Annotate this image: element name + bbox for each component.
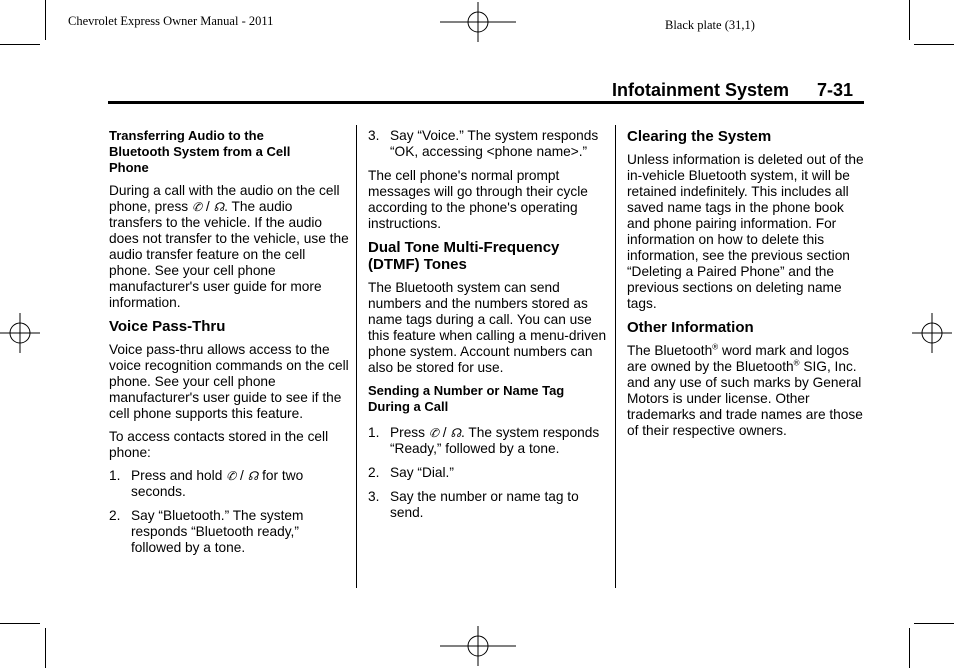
header-rule — [108, 101, 864, 104]
list-item: 2. Say “Dial.” — [368, 465, 454, 480]
column-1 — [109, 128, 349, 564]
registration-mark-bottom — [440, 626, 516, 666]
page-heading — [612, 80, 853, 101]
column-divider-1 — [356, 125, 357, 588]
list-item: 3. Say the number or name tag to send. — [368, 489, 579, 520]
phone-icon: ✆ — [191, 200, 203, 214]
paragraph: The Bluetooth® word mark and logos are owned by the Bluetooth® SIG, Inc. and any use of such marks by General Motors is under license. Other trademarks and trade names are those of their respective owners. — [627, 342, 863, 438]
registration-mark-right — [912, 313, 952, 353]
paragraph: To access contacts stored in the cell phone: — [109, 429, 329, 460]
column-3 — [627, 128, 867, 446]
heading-dtmf-tones: Dual Tone Multi-Frequency (DTMF) Tones — [368, 239, 560, 273]
phone-icon: ✆ — [226, 469, 237, 483]
section-title: Infotainment System — [612, 80, 790, 100]
plate-label: Black plate (31,1) — [665, 18, 755, 32]
list-item: 1. Press and hold ✆ / ☊ for two seconds. — [109, 468, 304, 499]
voice-icon: ☊ — [247, 469, 259, 483]
registered-mark: ® — [793, 358, 800, 368]
paragraph: Voice pass-thru allows access to the voice recognition commands on the cell phone. See your cell phone manufacturer's user guide to see if the cell phone supports this feature. — [109, 342, 349, 421]
voice-icon: ☊ — [213, 200, 225, 214]
manual-title: Chevrolet Express Owner Manual - 2011 — [68, 14, 274, 28]
page-number: 7-31 — [817, 80, 854, 100]
list-item: 1. Press ✆ / ☊. The system responds “Ready,” followed by a tone. — [368, 425, 600, 456]
column-2 — [368, 128, 608, 529]
registration-mark-left — [0, 313, 40, 353]
heading-other-information: Other Information — [627, 319, 754, 336]
paragraph: The Bluetooth system can send numbers and the numbers stored as name tags during a call. You can use this feature when calling a menu-driven phone system. Account numbers can also be stored for use. — [368, 280, 607, 375]
phone-icon: ✆ — [428, 426, 439, 440]
paragraph: During a call with the audio on the cell phone, press ✆ / ☊. The audio transfers to the vehicle. If the audio does not transfer to the vehicle, use the audio transfer feature on the cell phone. See your cell phone manufacturer's user guide for more information. — [109, 183, 349, 310]
heading-voice-pass-thru: Voice Pass-Thru — [109, 318, 226, 335]
subheading-sending-number: Sending a Number or Name Tag During a Call — [368, 383, 565, 414]
voice-icon: ☊ — [450, 426, 461, 440]
subheading-transferring-audio: Transferring Audio to the Bluetooth System from a Cell Phone — [109, 128, 291, 175]
column-divider-2 — [615, 125, 616, 588]
list-item: 3. Say “Voice.” The system responds “OK, accessing <phone name>.” — [368, 128, 599, 159]
heading-clearing-the-system: Clearing the System — [627, 128, 772, 145]
list-item: 2. Say “Bluetooth.” The system responds “Bluetooth ready,” followed by a tone. — [109, 508, 304, 555]
paragraph: Unless information is deleted out of the in-vehicle Bluetooth system, it will be retained indefinitely. This includes all saved name tags in the phone book and phone pairing information. For information on how to delete this information, see the previous section “Deleting a Paired Phone” and the previous sections on deleting name tags. — [627, 152, 864, 311]
registered-mark: ® — [712, 342, 719, 352]
registration-mark-top — [440, 2, 516, 42]
paragraph: The cell phone's normal prompt messages will go through their cycle according to the phone's operating instructions. — [368, 168, 588, 231]
